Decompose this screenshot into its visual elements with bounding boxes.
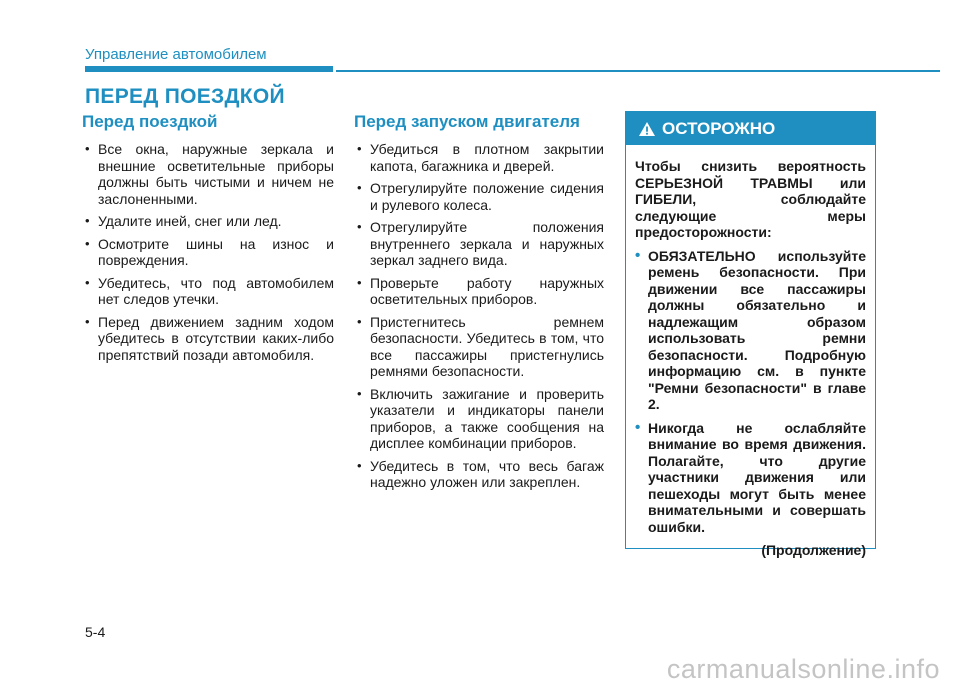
list-item — [82, 213, 334, 230]
list-item-text: Перед движением задним ходом убедитесь в отсутствии каких-либо препятствий позади автомобиля. — [98, 313, 334, 363]
list-item — [354, 141, 604, 174]
list-item — [82, 314, 334, 364]
page-number: 5-4 — [85, 624, 106, 640]
list-item-text: Осмотрите шины на износ и повреждения. — [98, 235, 334, 268]
warning-item-text: ОБЯЗАТЕЛЬНО используйте ремень безопасности. При движении все пассажиры должны обязательно и надлежащим образом использовать ремни безопасности. Подробную информацию см. в пункте "Ремни безопасности" в главе 2. — [648, 247, 866, 412]
header-rule-thick — [85, 66, 333, 72]
warning-item — [635, 420, 866, 536]
list-item — [354, 219, 604, 269]
bullet: • — [85, 141, 90, 156]
checklist — [82, 141, 334, 363]
bullet: • — [635, 418, 641, 436]
list-item-text: Проверьте работу наружных осветительных приборов. — [370, 274, 604, 307]
bullet: • — [357, 180, 362, 195]
warning-item — [635, 248, 866, 413]
bullet: • — [357, 274, 362, 290]
section-header: Управление автомобилем — [85, 46, 267, 63]
warning-box — [625, 111, 876, 558]
column-before-engine-start — [354, 112, 604, 497]
warning-triangle-icon — [638, 121, 656, 137]
list-item-text: Все окна, наружные зеркала и внешние осветительные приборы должны быть чистыми и ничем не заслоненными. — [98, 141, 334, 207]
list-item-text: Пристегнитесь ремнем безопасности. Убедитесь в том, что все пассажиры пристегнулись ремнями безопасности. — [370, 313, 604, 379]
bullet: • — [85, 274, 90, 290]
bullet: • — [85, 313, 90, 329]
list-item-text: Убедитесь, что под автомобилем нет следов утечки. — [98, 274, 334, 307]
list-item — [354, 314, 604, 380]
continued-note: (Продолжение) — [761, 542, 866, 558]
bullet: • — [357, 385, 362, 401]
list-item — [354, 180, 604, 213]
list-item-text: Отрегулируйте положение сидения и рулевого колеса. — [370, 180, 604, 213]
bullet: • — [635, 246, 641, 264]
warning-header — [626, 112, 875, 145]
list-item-text: Удалите иней, снег или лед. — [98, 213, 282, 229]
bullet: • — [357, 457, 362, 473]
list-item — [354, 386, 604, 452]
warning-item-text: Никогда не ослабляйте внимание во время движения. Полагайте, что другие участники движения или пешеходы могут быть менее внимательными и совершать ошибки. — [648, 419, 866, 535]
bullet: • — [357, 219, 362, 234]
list-item-text: Включить зажигание и проверить указатели и индикаторы панели приборов, а также сообщения на дисплее комбинации приборов. — [370, 385, 604, 451]
list-item — [82, 236, 334, 269]
bullet: • — [357, 313, 362, 329]
list-item-text: Отрегулируйте положения внутреннего зеркала и наружных зеркал заднего вида. — [370, 219, 604, 268]
list-item — [82, 275, 334, 308]
bullet: • — [357, 141, 362, 156]
page-title: ПЕРЕД ПОЕЗДКОЙ — [85, 85, 285, 108]
warning-list — [635, 248, 866, 536]
column-heading: Перед запуском двигателя — [354, 112, 580, 131]
watermark: carmanualsonline.info — [666, 654, 940, 684]
list-item — [354, 458, 604, 491]
column-heading: Перед поездкой — [82, 112, 218, 131]
list-item-text: Убедиться в плотном закрытии капота, багажника и дверей. — [370, 141, 604, 174]
warning-body — [626, 145, 875, 558]
list-item — [82, 141, 334, 207]
warning-title: ОСТОРОЖНО — [662, 118, 776, 138]
checklist — [354, 141, 604, 491]
list-item-text: Убедитесь в том, что весь багаж надежно уложен или закреплен. — [370, 457, 604, 490]
column-before-trip — [82, 112, 334, 369]
list-item — [354, 275, 604, 308]
bullet: • — [85, 235, 90, 251]
warning-intro: Чтобы снизить вероятность СЕРЬЕЗНОЙ ТРАВМЫ или ГИБЕЛИ, соблюдайте следующие меры предосторожности: — [635, 158, 866, 240]
bullet: • — [85, 213, 90, 228]
header-rule-thin — [336, 70, 940, 72]
